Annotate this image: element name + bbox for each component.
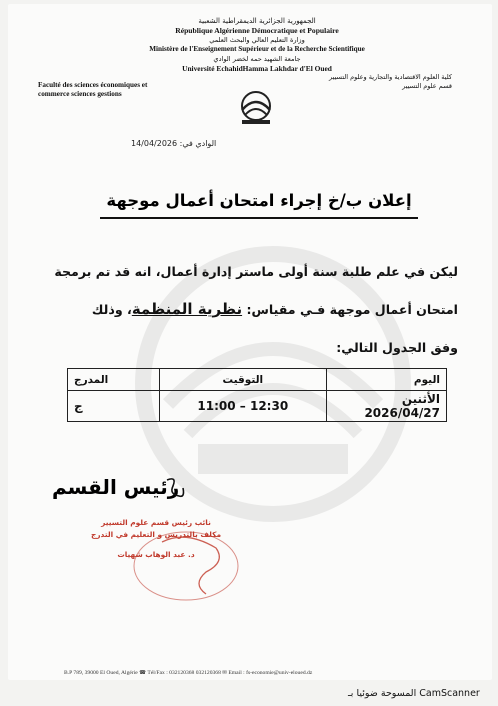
- faculty-fr-line1: Faculté des sciences économiques et: [38, 81, 148, 89]
- body-line-3: وفق الجدول التالي:: [336, 340, 458, 355]
- stamp-line-3: د. عبد الوهاب شهيات: [117, 550, 195, 559]
- republic-ar: الجمهورية الجزائرية الديمقراطية الشعبية: [198, 17, 316, 25]
- university-logo-icon: [234, 88, 278, 128]
- table-row: [68, 391, 447, 422]
- table-header-row: [68, 369, 447, 391]
- cell-time: 11:00 – 12:30: [159, 391, 326, 422]
- camscanner-label: المسوحة ضوئيا بـ CamScanner: [348, 688, 480, 699]
- cell-room: ج: [68, 391, 160, 422]
- stamp-line-2: مكلف بالتدريس و التعليم في التدرج: [90, 530, 222, 539]
- body-line-2-suffix: ، وذلك: [91, 302, 132, 317]
- footer-contact: B.P 789, 39000 El Oued, Algérie ☎ Tél/Fax : 032120368 032120368 ✉ Email : fs-economie@univ-eloued.dz: [64, 670, 313, 676]
- faculty-ar: [329, 73, 452, 91]
- body-line-1: ليكن في علم طلبة سنة أولى ماستر إدارة أعمال، انه قد تم برمجة: [54, 264, 458, 279]
- cell-day: الأثنين 2026/04/27: [327, 391, 447, 422]
- handwritten-mark-icon: [163, 474, 189, 502]
- document-page: [8, 4, 492, 680]
- title-underline: [100, 217, 418, 219]
- faculty-ar-line2: قسم علوم التسيير: [402, 82, 452, 90]
- schedule-table: [67, 368, 447, 422]
- date-line: الوادي في: 14/04/2026: [131, 139, 217, 148]
- body-line-2-prefix: امتحان أعمال موجهة فـي مقياس:: [242, 302, 458, 317]
- university-fr: Université EchahidHamma Lakhdar d'El Oued: [182, 64, 332, 73]
- announcement-title: إعلان ب/خ إجراء امتحان أعمال موجهة: [106, 191, 412, 210]
- faculty-fr: [38, 81, 147, 99]
- header-time: التوقيت: [159, 369, 326, 391]
- faculty-ar-line1: كلية العلوم الاقتصادية والتجارية وعلوم التسيير: [329, 73, 452, 81]
- stamp-line-1: نائب رئيس قسم علوم التسيير: [101, 518, 211, 527]
- signature-title: رئيس القسم: [52, 475, 180, 499]
- faculty-fr-line2: commerce sciences gestions: [38, 90, 122, 98]
- header-room: المدرج: [68, 369, 160, 391]
- university-ar: جامعة الشهيد حمه لخضر الوادي: [213, 55, 301, 63]
- module-name: نظرية المنظمة: [131, 300, 243, 318]
- republic-fr: République Algérienne Démocratique et Populaire: [175, 26, 339, 35]
- ministry-fr: Ministère de l'Enseignement Supérieur et de la Recherche Scientifique: [149, 45, 365, 53]
- header-day: اليوم: [327, 369, 447, 391]
- body-line-2: [58, 300, 458, 318]
- ministry-ar: وزارة التعليم العالي والبحث العلمي: [209, 36, 305, 44]
